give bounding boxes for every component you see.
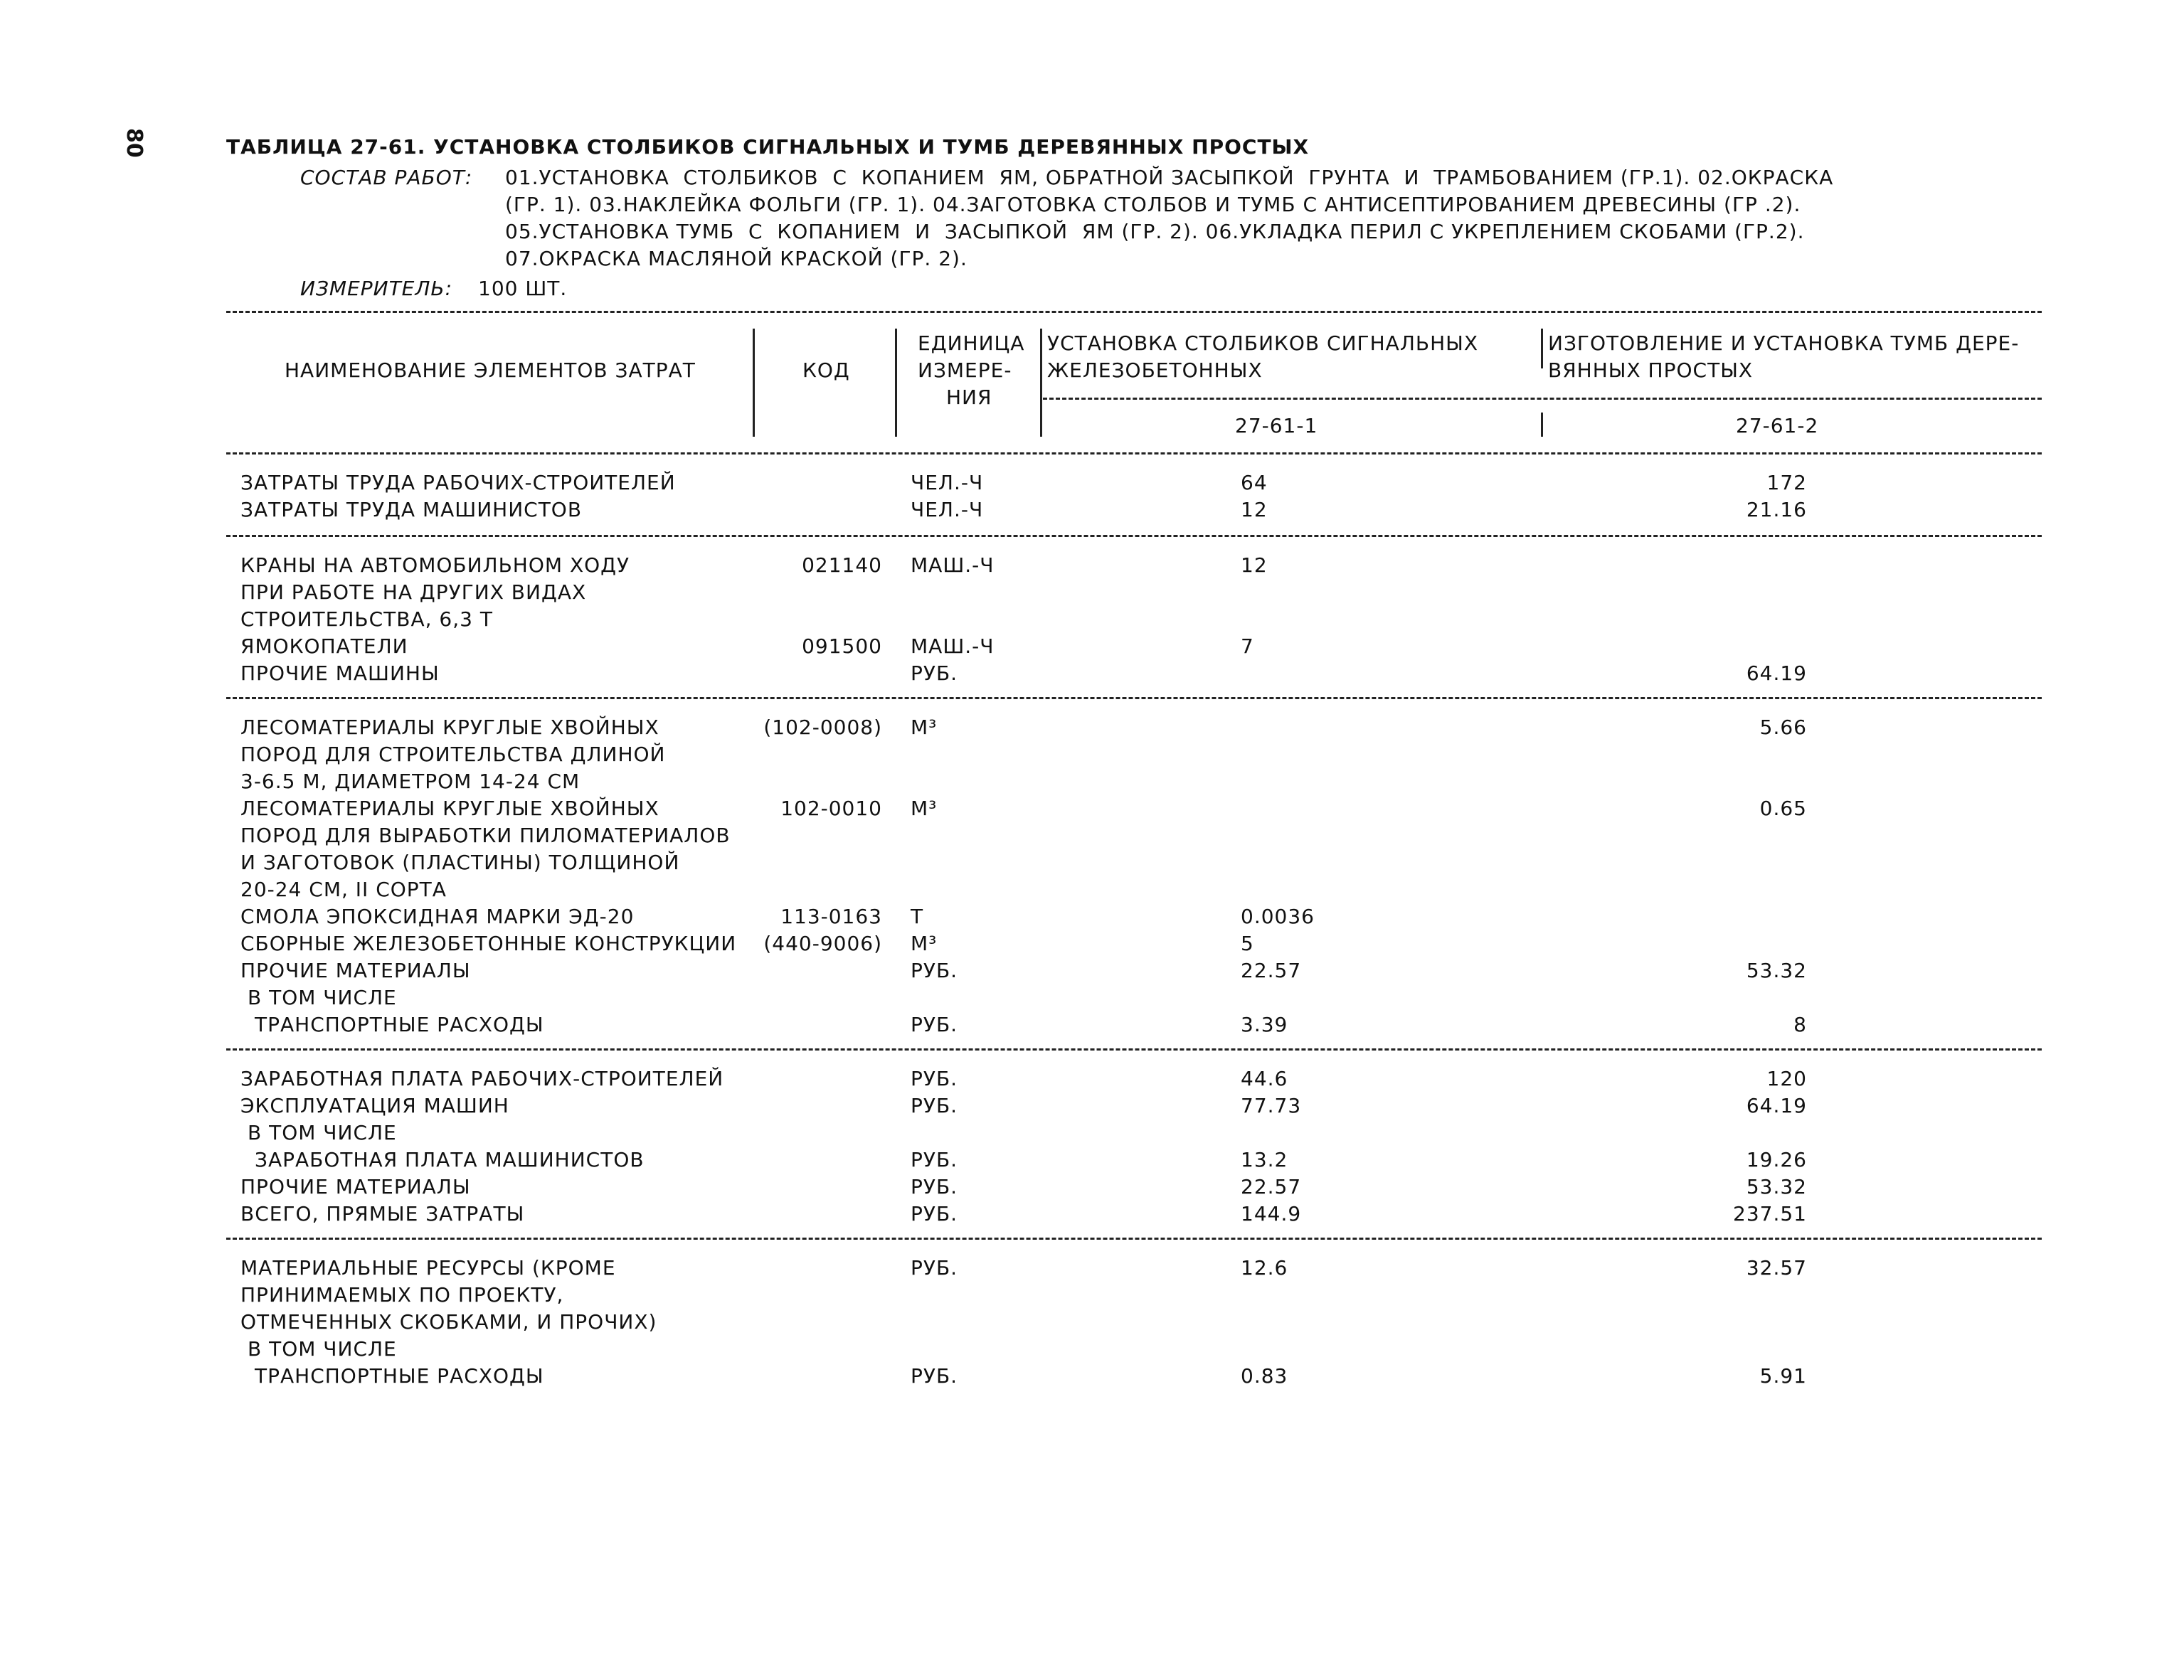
row-name: СМОЛА ЭПОКСИДНАЯ МАРКИ ЭД-20	[240, 905, 635, 928]
row-value-27-61-1: 13.2	[1241, 1148, 1288, 1171]
row-value-27-61-2: 120	[1766, 1067, 1807, 1090]
row-value-27-61-1: 77.73	[1241, 1094, 1302, 1117]
row-value-27-61-2: 5.66	[1759, 716, 1807, 739]
row-unit: МАШ.-Ч	[911, 634, 995, 658]
row-value-27-61-1: 12	[1241, 553, 1268, 577]
row-name: ПРОЧИЕ МАТЕРИАЛЫ	[240, 959, 471, 982]
header-unit-line: НИЯ	[946, 386, 992, 409]
row-name: ПРОЧИЕ МАТЕРИАЛЫ	[240, 1175, 471, 1198]
row-name: ТРАНСПОРТНЫЕ РАСХОДЫ	[255, 1013, 544, 1036]
composition-line: (ГР. 1). 03.НАКЛЕЙКА ФОЛЬГИ (ГР. 1). 04.ЗАГОТОВКА СТОЛБОВ И ТУМБ С АНТИСЕПТИРОВАНИЕМ ДРЕВЕСИНЫ (ГР .2).	[505, 193, 1801, 216]
row-name: СБОРНЫЕ ЖЕЛЕЗОБЕТОННЫЕ КОНСТРУКЦИИ	[240, 932, 737, 955]
row-value-27-61-2: 19.26	[1746, 1148, 1807, 1171]
header-group1-line: УСТАНОВКА СТОЛБИКОВ СИГНАЛЬНЫХ	[1047, 331, 1479, 355]
row-unit: РУБ.	[911, 959, 958, 982]
row-value-27-61-2: 64.19	[1746, 661, 1807, 685]
row-code: (102-0008)	[763, 716, 882, 739]
header-divider	[1541, 413, 1543, 437]
row-name: В ТОМ ЧИСЛЕ	[248, 986, 397, 1009]
header-group2-line: ВЯННЫХ ПРОСТЫХ	[1548, 358, 1754, 382]
row-unit: РУБ.	[911, 1175, 958, 1198]
row-value-27-61-1: 44.6	[1241, 1067, 1288, 1090]
row-value-27-61-2: 21.16	[1746, 498, 1807, 521]
row-value-27-61-1: 0.83	[1241, 1364, 1288, 1388]
row-unit: ЧЕЛ.-Ч	[911, 471, 984, 494]
row-unit: РУБ.	[911, 1364, 958, 1388]
row-unit: РУБ.	[911, 1094, 958, 1117]
row-value-27-61-1: 3.39	[1241, 1013, 1288, 1036]
row-value-27-61-1: 0.0036	[1241, 905, 1315, 928]
header-group2-line: ИЗГОТОВЛЕНИЕ И УСТАНОВКА ТУМБ ДЕРЕ-	[1548, 331, 2020, 355]
composition-line: 01.УСТАНОВКА СТОЛБИКОВ С КОПАНИЕМ ЯМ, ОБРАТНОЙ ЗАСЫПКОЙ ГРУНТА И ТРАМБОВАНИЕМ (ГР.1). 02.ОКРАСКА	[505, 166, 1834, 189]
row-value-27-61-1: 22.57	[1241, 959, 1302, 982]
row-unit: М³	[911, 716, 938, 739]
table-title: ТАБЛИЦА 27-61. УСТАНОВКА СТОЛБИКОВ СИГНАЛЬНЫХ И ТУМБ ДЕРЕВЯННЫХ ПРОСТЫХ	[226, 135, 1310, 159]
row-name: ЗАТРАТЫ ТРУДА РАБОЧИХ-СТРОИТЕЛЕЙ	[240, 471, 676, 494]
header-divider	[753, 329, 755, 437]
row-value-27-61-1: 12.6	[1241, 1256, 1288, 1280]
header-divider	[895, 329, 897, 437]
header-name: НАИМЕНОВАНИЕ ЭЛЕМЕНТОВ ЗАТРАТ	[285, 358, 696, 382]
row-unit: МАШ.-Ч	[911, 553, 995, 577]
row-name: ЛЕСОМАТЕРИАЛЫ КРУГЛЫЕ ХВОЙНЫХ	[240, 716, 659, 739]
row-value-27-61-2: 53.32	[1746, 1175, 1807, 1198]
row-value-27-61-1: 7	[1241, 634, 1254, 658]
row-name: СТРОИТЕЛЬСТВА, 6,3 Т	[240, 607, 493, 631]
row-code: 102-0010	[780, 797, 882, 820]
header-unit-line: ЕДИНИЦА	[918, 331, 1025, 355]
meter-value: 100 ШТ.	[478, 277, 568, 300]
row-name: ТРАНСПОРТНЫЕ РАСХОДЫ	[255, 1364, 544, 1388]
row-unit: РУБ.	[911, 1256, 958, 1280]
row-unit: РУБ.	[911, 1202, 958, 1226]
header-col1-code: 27-61-1	[1235, 414, 1318, 437]
meter-label: ИЗМЕРИТЕЛЬ:	[300, 277, 453, 300]
row-value-27-61-2: 237.51	[1733, 1202, 1807, 1226]
row-name: В ТОМ ЧИСЛЕ	[248, 1337, 397, 1361]
row-value-27-61-2: 0.65	[1759, 797, 1807, 820]
section-rule	[226, 1238, 2042, 1240]
row-value-27-61-1: 22.57	[1241, 1175, 1302, 1198]
row-code: 091500	[802, 634, 882, 658]
section-rule	[226, 1048, 2042, 1051]
row-value-27-61-2: 53.32	[1746, 959, 1807, 982]
row-value-27-61-2: 8	[1793, 1013, 1807, 1036]
row-name: И ЗАГОТОВОК (ПЛАСТИНЫ) ТОЛЩИНОЙ	[240, 851, 680, 874]
row-value-27-61-1: 12	[1241, 498, 1268, 521]
row-value-27-61-2: 64.19	[1746, 1094, 1807, 1117]
header-bottom-rule	[226, 452, 2042, 454]
table-top-rule	[226, 311, 2042, 313]
row-unit: М³	[911, 797, 938, 820]
row-name: 3-6.5 М, ДИАМЕТРОМ 14-24 СМ	[240, 770, 581, 793]
row-unit: РУБ.	[911, 1148, 958, 1171]
row-value-27-61-1: 5	[1241, 932, 1254, 955]
row-name: ПРОЧИЕ МАШИНЫ	[240, 661, 440, 685]
row-value-27-61-1: 144.9	[1241, 1202, 1302, 1226]
row-value-27-61-1: 64	[1241, 471, 1268, 494]
row-unit: Т	[911, 905, 924, 928]
header-divider	[1541, 329, 1543, 368]
header-group1-line: ЖЕЛЕЗОБЕТОННЫХ	[1047, 358, 1263, 382]
header-unit-line: ИЗМЕРЕ-	[918, 358, 1012, 382]
page-number: 80	[122, 128, 147, 158]
row-unit: РУБ.	[911, 1013, 958, 1036]
row-name: ЛЕСОМАТЕРИАЛЫ КРУГЛЫЕ ХВОЙНЫХ	[240, 797, 659, 820]
row-code: 113-0163	[780, 905, 882, 928]
row-value-27-61-2: 5.91	[1759, 1364, 1807, 1388]
composition-line: 07.ОКРАСКА МАСЛЯНОЙ КРАСКОЙ (ГР. 2).	[505, 247, 968, 270]
row-name: ЯМОКОПАТЕЛИ	[240, 634, 408, 658]
row-unit: ЧЕЛ.-Ч	[911, 498, 984, 521]
row-name: В ТОМ ЧИСЛЕ	[248, 1121, 397, 1144]
row-name: ОТМЕЧЕННЫХ СКОБКАМИ, И ПРОЧИХ)	[240, 1310, 657, 1334]
header-code: КОД	[802, 358, 850, 382]
row-code: 021140	[802, 553, 882, 577]
row-unit: РУБ.	[911, 661, 958, 685]
row-value-27-61-2: 32.57	[1746, 1256, 1807, 1280]
row-name: ПОРОД ДЛЯ СТРОИТЕЛЬСТВА ДЛИНОЙ	[240, 743, 666, 766]
row-name: ЗАТРАТЫ ТРУДА МАШИНИСТОВ	[240, 498, 583, 521]
row-unit: РУБ.	[911, 1067, 958, 1090]
section-rule	[226, 535, 2042, 537]
row-unit: М³	[911, 932, 938, 955]
row-code: (440-9006)	[763, 932, 882, 955]
row-name: ЗАРАБОТНАЯ ПЛАТА МАШИНИСТОВ	[255, 1148, 645, 1171]
row-name: ПРИНИМАЕМЫХ ПО ПРОЕКТУ,	[240, 1283, 564, 1307]
section-rule	[226, 697, 2042, 699]
row-name: 20-24 СМ, II СОРТА	[240, 878, 447, 901]
composition-label: СОСТАВ РАБОТ:	[300, 166, 473, 189]
header-divider	[1040, 329, 1042, 437]
row-name: ПРИ РАБОТЕ НА ДРУГИХ ВИДАХ	[240, 580, 587, 604]
composition-line: 05.УСТАНОВКА ТУМБ С КОПАНИЕМ И ЗАСЫПКОЙ ЯМ (ГР. 2). 06.УКЛАДКА ПЕРИЛ С УКРЕПЛЕНИЕМ СКОБАМИ (ГР.2).	[505, 220, 1805, 243]
row-name: КРАНЫ НА АВТОМОБИЛЬНОМ ХОДУ	[240, 553, 630, 577]
row-name: ЗАРАБОТНАЯ ПЛАТА РАБОЧИХ-СТРОИТЕЛЕЙ	[240, 1067, 724, 1090]
row-value-27-61-2: 172	[1766, 471, 1807, 494]
row-name: МАТЕРИАЛЬНЫЕ РЕСУРСЫ (КРОМЕ	[240, 1256, 616, 1280]
row-name: ВСЕГО, ПРЯМЫЕ ЗАТРАТЫ	[240, 1202, 525, 1226]
row-name: ПОРОД ДЛЯ ВЫРАБОТКИ ПИЛОМАТЕРИАЛОВ	[240, 824, 731, 847]
header-col2-code: 27-61-2	[1736, 414, 1819, 437]
row-name: ЭКСПЛУАТАЦИЯ МАШИН	[240, 1094, 509, 1117]
header-group-rule	[1043, 398, 2042, 400]
